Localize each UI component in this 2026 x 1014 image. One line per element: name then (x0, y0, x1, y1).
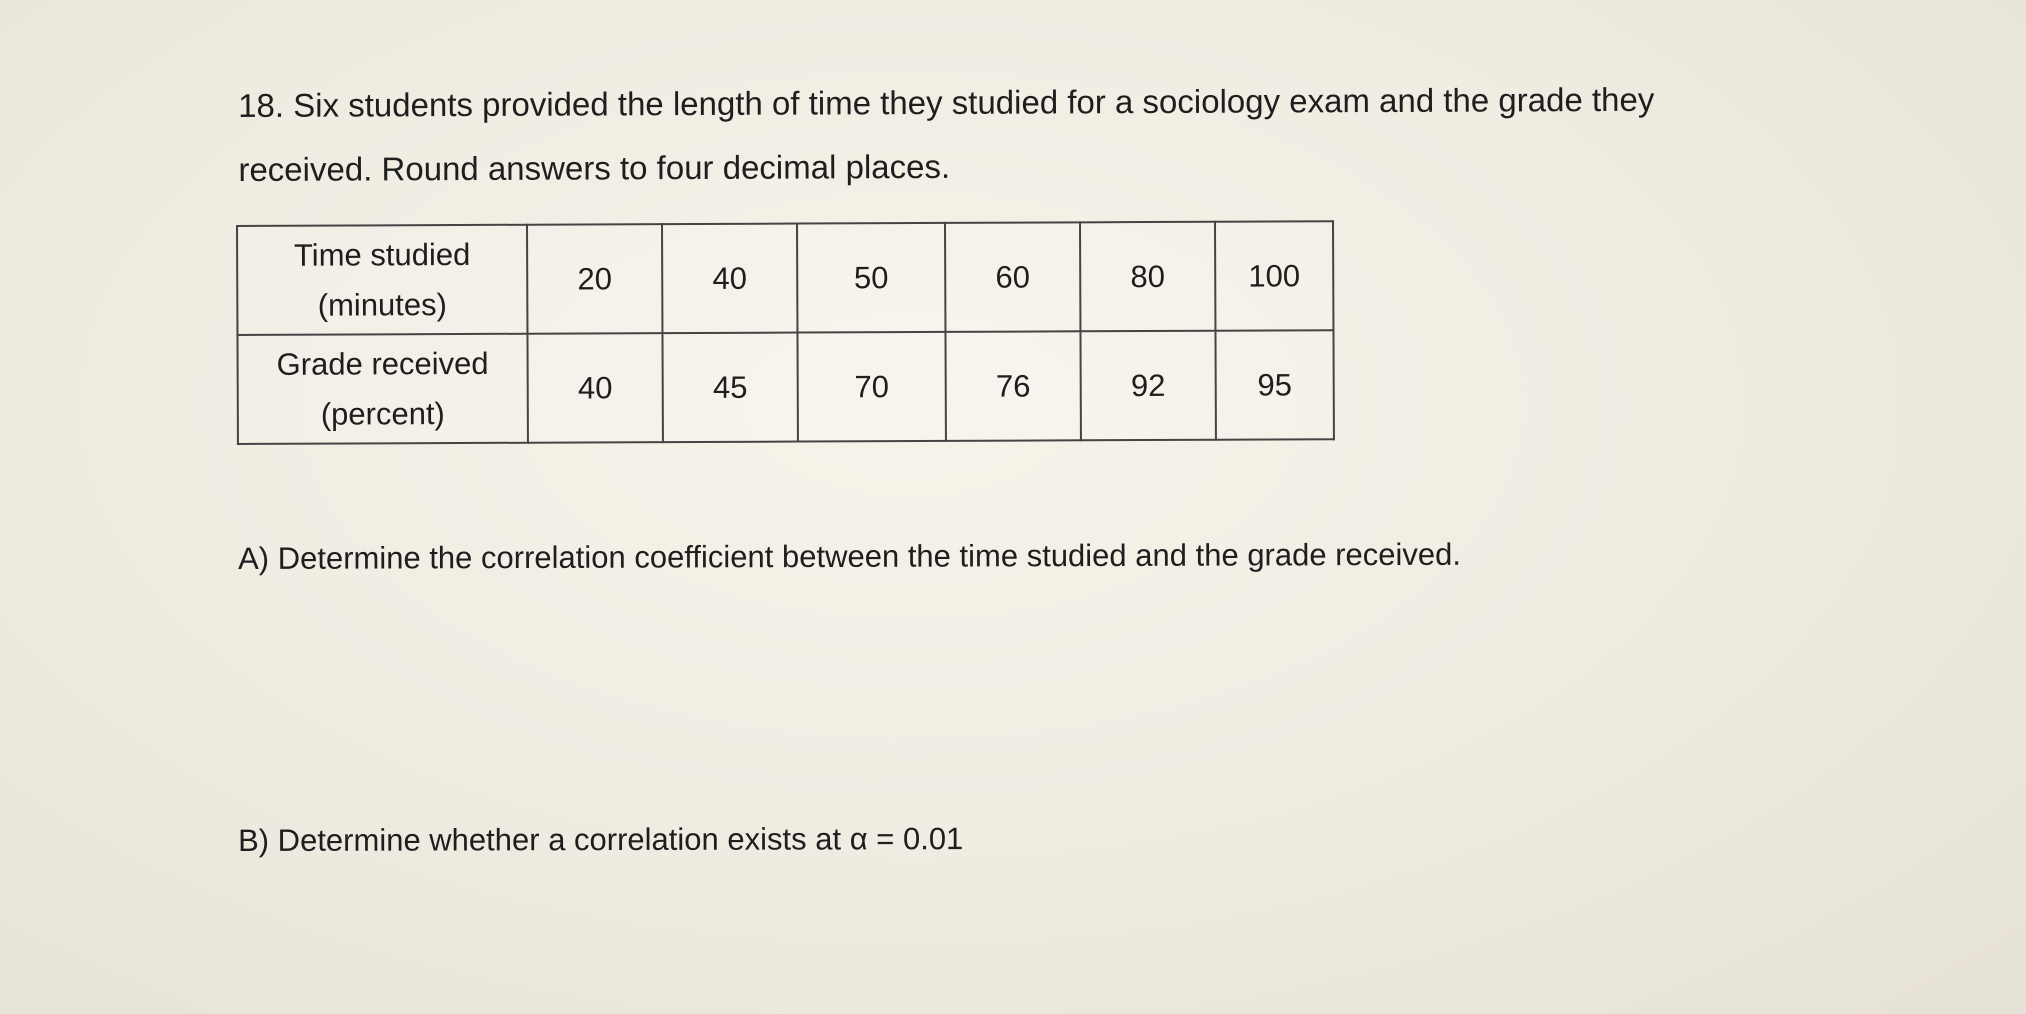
row-header-time-studied (237, 225, 527, 335)
table-cell: 95 (1215, 330, 1333, 440)
table-cell: 20 (527, 224, 662, 334)
question-a: A) Determine the correlation coefficient between the time studied and the grade received. (238, 536, 1462, 576)
problem-statement (238, 67, 1859, 202)
table-cell: 50 (797, 223, 945, 333)
table-cell: 92 (1080, 331, 1215, 441)
table-cell: 40 (662, 224, 797, 334)
table-cell: 60 (945, 222, 1080, 332)
problem-line-1: 18. Six students provided the length of time they studied for a sociology exam and the grade they (238, 80, 1655, 124)
row-header-unit: (minutes) (317, 286, 448, 323)
row-header-line: Grade received (276, 345, 489, 382)
question-b: B) Determine whether a correlation exists at α = 0.01 (238, 821, 964, 858)
data-table (236, 220, 1335, 445)
table-cell: 45 (662, 333, 797, 443)
row-header-grade-received (237, 334, 527, 444)
table-cell: 70 (797, 332, 945, 442)
table-row-grade-received (237, 330, 1333, 444)
table-cell: 100 (1215, 221, 1333, 331)
problem-line-2: received. Round answers to four decimal places. (238, 147, 951, 188)
table-cell: 76 (945, 331, 1080, 441)
row-header-line: Time studied (293, 236, 471, 273)
table-cell: 80 (1080, 222, 1215, 332)
table-cell: 40 (527, 333, 662, 443)
table-row-time-studied (237, 221, 1333, 335)
row-header-unit: (percent) (320, 395, 445, 432)
